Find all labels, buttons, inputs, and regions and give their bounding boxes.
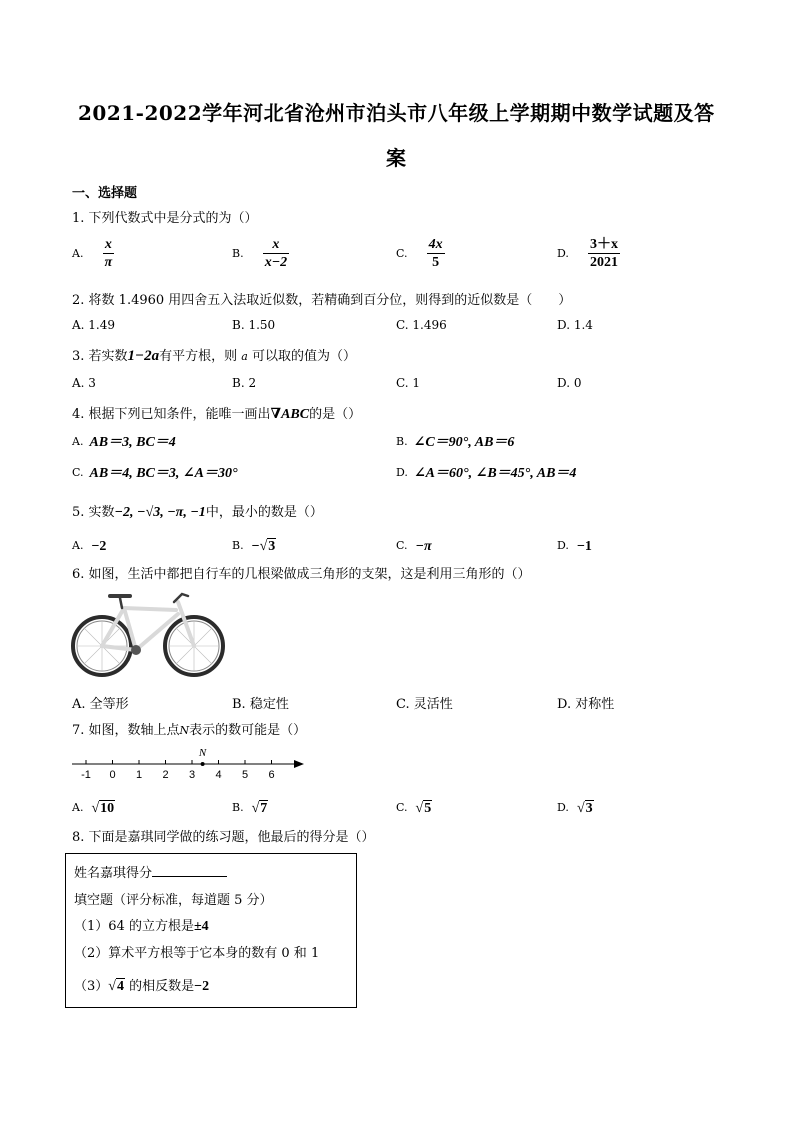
question-3-stem: 3. 若实数1−2a有平方根，则 a 可以取的值为（） [72,348,357,364]
q4-option-d[interactable]: D. ∠A＝60°, ∠B＝45°, AB＝4 [396,466,577,481]
axis-tick-label: 5 [241,769,249,781]
bicycle-image [70,588,225,683]
q1-option-b[interactable]: B. $\frac{x}{x-2}$ [232,237,288,270]
document-title-line1: 2021-2022学年河北省沧州市泊头市八年级上学期期中数学试题及答 [78,101,715,125]
axis-tick-label: 6 [268,769,275,781]
axis-tick-label: 2 [162,769,169,781]
question-6-stem: 6. 如图，生活中都把自行车的几根梁做成三角形的支架，这是利用三角形的（） [72,567,531,582]
number-line [68,742,308,784]
point-n-label: N [198,747,207,759]
q4-option-b[interactable]: B. ∠C＝90°, AB＝6 [396,435,515,450]
q1-c-fraction: $\frac{4x}{5}$ [428,237,443,270]
q7-option-b[interactable]: B. √7 [232,801,268,816]
question-7-stem: 7. 如图，数轴上点N表示的数可能是（） [72,723,307,738]
q5-option-b[interactable]: B. −√3 [232,539,276,554]
q2-option-c[interactable]: C. 1.496 [396,318,447,332]
box-name-line: 姓名嘉琪得分 [74,862,227,881]
q4-option-a[interactable]: A. AB＝3, BC＝4 [72,435,176,450]
q6-option-b[interactable]: B. 稳定性 [232,697,289,712]
q1-option-a[interactable]: A. $\frac{x}{\pi}$ [72,237,113,270]
q5-option-a[interactable]: A. −2 [72,539,107,554]
q6-option-a[interactable]: A. 全等形 [72,697,129,712]
q1-a-fraction: $\frac{x}{\pi}$ [104,237,113,270]
student-answer-box [65,853,357,1008]
question-8-stem: 8. 下面是嘉琪同学做的练习题，他最后的得分是（） [72,830,375,845]
q5-expression: −2, −√3, −π, −1 [114,505,206,520]
box-instructions: 填空题（评分标准，每道题 5 分） [74,893,273,908]
axis-tick-label: 1 [135,769,143,781]
q2-option-b[interactable]: B. 1.50 [232,318,276,332]
question-1-stem: 1. 下列代数式中是分式的为（） [72,211,258,226]
q6-option-c[interactable]: C. 灵活性 [396,697,453,712]
q4-expression: ∇ABC [270,407,310,422]
q3-option-b[interactable]: B. 2 [232,376,257,390]
box-answer-2: （2）算术平方根等于它本身的数有 0 和 1 [74,946,320,961]
q3-option-a[interactable]: A. 3 [72,376,96,390]
section-heading: 一、选择题 [72,186,138,201]
axis-tick-label: 0 [109,769,116,781]
q1-d-fraction: $\frac{3+x}{2021}$ [590,237,619,270]
q5-option-d[interactable]: D. −1 [557,539,592,554]
q6-option-d[interactable]: D. 对称性 [557,697,615,712]
box-answer-1: （1）64 的立方根是±4 [74,919,209,934]
q4-option-c[interactable]: C. AB＝4, BC＝3, ∠A＝30° [72,466,238,481]
q1-option-d[interactable]: D. $\frac{3+x}{2021}$ [557,237,619,270]
q7-option-a[interactable]: A. √10 [72,801,115,816]
document-title-line2: 案 [386,146,407,170]
question-5-stem: 5. 实数−2, −√3, −π, −1中，最小的数是（） [72,505,323,520]
axis-tick-label: 4 [215,769,222,781]
point-n-marker [201,762,205,766]
question-2-stem: 2. 将数 1.4960 用四舍五入法取近似数，若精确到百分位，则得到的近似数是（ ） [72,293,572,308]
score-blank [152,865,227,877]
sqrt-icon: √3 [259,539,276,554]
q7-option-c[interactable]: C. √5 [396,801,432,816]
q3-option-d[interactable]: D. 0 [557,376,582,390]
q3-option-c[interactable]: C. 1 [396,376,421,390]
number-line-arrow-icon [294,760,304,768]
q2-option-d[interactable]: D. 1.4 [557,318,593,332]
q7-option-d[interactable]: D. √3 [557,801,593,816]
q5-option-c[interactable]: C. −π [396,539,432,554]
axis-tick-label: 3 [188,769,196,781]
q1-b-fraction: $\frac{x}{x-2}$ [264,237,288,270]
q2-option-a[interactable]: A. 1.49 [72,318,116,332]
q1-option-c[interactable]: C. $\frac{4x}{5}$ [396,237,443,270]
axis-tick-label: -1 [81,769,91,781]
q3-expression: 1−2a [127,348,160,364]
question-4-stem: 4. 根据下列已知条件，能唯一画出∇ABC的是（） [72,407,362,422]
box-answer-3: （3）√4 的相反数是−2 [74,979,210,994]
